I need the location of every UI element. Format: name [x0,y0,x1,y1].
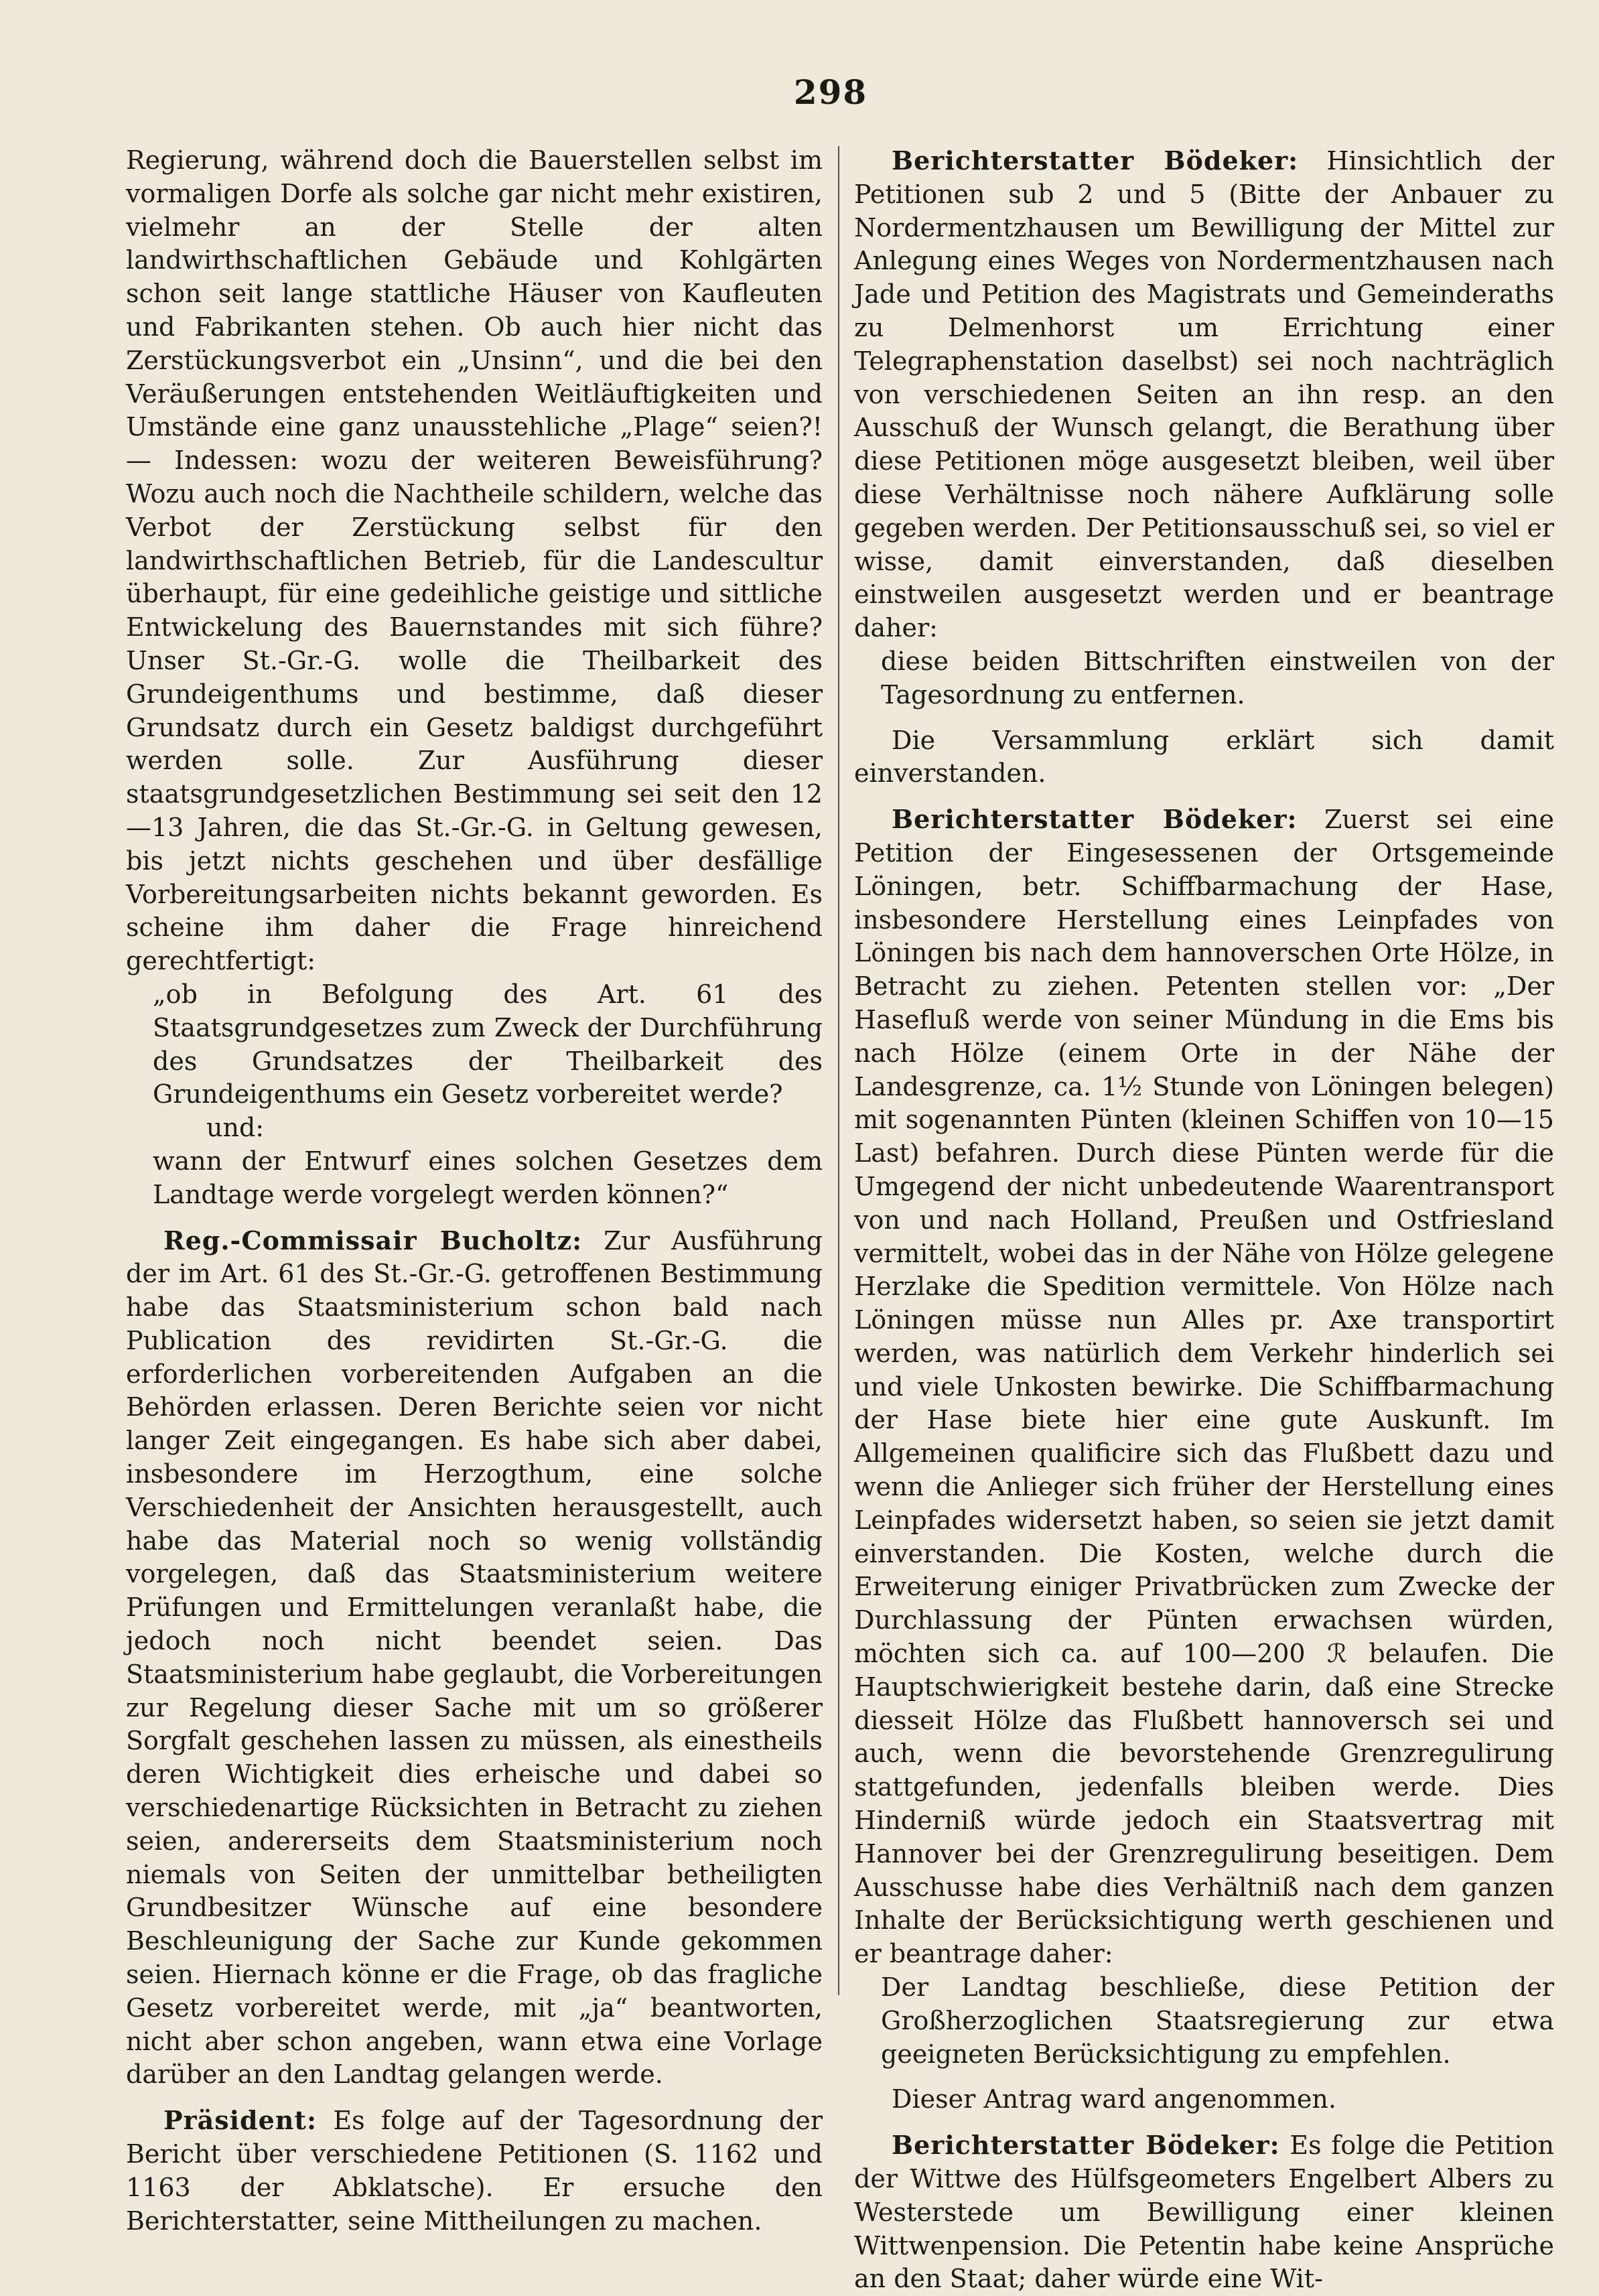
speaker-name: Berichterstatter Bödeker: [892,145,1299,176]
paragraph-text: Regierung, während doch die Bauerstellen selbst im vormaligen Dorfe als solche gar nicht mehr existiren, vielmehr an der Stelle der alten landwirthschaftlichen Gebäude und Kohlgärten schon seit lange stattliche Häuser von Kaufleuten und Fabrikanten stehen. Ob auch hier nicht das Zerstückungsverbot ein „Unsinn“, und die bei den Veräußerungen entstehenden Weitläuftigkeiten und Umstände eine ganz unausstehliche „Plage“ seien?! — Indessen: wozu der weiteren Beweisführung? Wozu auch noch die Nachtheile schildern, welche das Verbot der Zerstückung selbst für den landwirthschaftlichen Betrieb, für die Landescultur überhaupt, für eine gedeihliche geistige und sittliche Entwickelung des Bauernstandes mit sich führe? Unser St.-Gr.-G. wolle die Theilbarkeit des Grundeigenthums und bestimme, daß dieser Grundsatz durch ein Gesetz baldigst durchgeführt werden solle. Zur Ausführung dieser staatsgrundgesetzlichen Bestimmung sei seit den 12—13 Jahren, die das St.-Gr.-G. in Geltung gewesen, bis jetzt nichts geschehen und über desfällige Vorbereitungsarbeiten nichts bekannt geworden. Es scheine ihm daher die Frage hinreichend gerechtfertigt: [126,145,823,976]
paragraph-text: Hinsichtlich der Petitionen sub 2 und 5 (Bitte der Anbauer zu Nordermentzhausen um Bewilligung der Mittel zur Anlegung eines Weges von Nordermentzhausen nach Jade und Petition des Magistrats und Gemeinderaths zu Delmenhorst um Errichtung einer Telegraphenstation daselbst) sei noch nachträglich von verschiedenen Seiten an ihn resp. an den Ausschuß der Wunsch gelangt, die Berathung über diese Petitionen möge ausgesetzt bleiben, weil über diese Verhältnisse noch nähere Aufklärung solle gegeben werden. Der Petitionsausschuß sei, so viel er wisse, damit einverstanden, daß dieselben einstweilen ausgesetzt werden und er beantrage daher: [854,146,1554,643]
paragraph-text: Zur Ausführung der im Art. 61 des St.-Gr.-G. getroffenen Bestimmung habe das Staatsministerium schon bald nach Publication des revidirten St.-Gr.-G. die erforderlichen vorbereitenden Aufgaben an die Behörden erlassen. Deren Berichte seien vor nicht langer Zeit eingegangen. Es habe sich aber dabei, insbesondere im Herzogthum, eine solche Verschiedenheit der Ansichten herausgestellt, auch habe das Material noch so wenig vollständig vorgelegen, daß das Staatsministerium weitere Prüfungen und Ermittelungen veranlaßt habe, die jedoch noch nicht beendet seien. Das Staatsministerium habe geglaubt, die Vorbereitungen zur Regelung dieser Sache mit um so größerer Sorgfalt geschehen lassen zu müssen, als einestheils deren Wichtigkeit dies erheische und dabei so verschiedenartige Rücksichten in Betracht zu ziehen seien, andererseits dem Staatsministerium noch niemals von Seiten der unmittelbar betheiligten Grundbesitzer Wünsche auf eine besondere Beschleunigung der Sache zur Kunde gekommen seien. Hiernach könne er die Frage, ob das fragliche Gesetz vorbereitet werde, mit „ja“ beantworten, nicht aber schon angeben, wann etwa eine Vorlage darüber an den Landtag gelangen werde. [126,1225,823,2090]
paragraph [126,2104,823,2238]
paragraph [881,1971,1554,2071]
paragraph-text: Der Landtag beschließe, diese Petition der Großherzoglichen Staatsregierung zur etwa geeigneten Berücksichtigung zu empfehlen. [881,1972,1554,2069]
paragraph-text: Es folge die Petition der Wittwe des Hülfsgeometers Engelbert Albers zu Westerstede um Bewilligung einer kleinen Wittwenpension. Die Petentin habe keine Ansprüche an den Staat; daher würde eine Wit- [854,2131,1555,2294]
paragraph-text: und: [206,1113,265,1143]
paragraph [854,724,1554,791]
paragraph-text: diese beiden Bittschriften einstweilen von der Tagesordnung zu entfernen. [881,646,1554,710]
paragraph-text: wann der Entwurf eines solchen Gesetzes dem Landtage werde vorgelegt werden können?“ [153,1146,823,1209]
paragraph [153,978,823,1111]
paragraph [126,1224,823,2092]
paragraph [126,144,823,978]
paragraph [854,803,1554,1971]
paragraph-text: Es folge auf der Tagesordnung der Bericht über verschiedene Petitionen (S. 1162 und 1163 der Abklatsche). Er ersuche den Berichterstatter, seine Mittheilungen zu machen. [126,2106,823,2236]
left-column [126,144,823,2236]
speaker-name: Berichterstatter Bödeker: [892,2130,1280,2161]
paragraph-text: Zuerst sei eine Petition der Eingesessenen der Ortsgemeinde Löningen, betr. Schiffbarmachung der Hase, insbesondere Herstellung eines Leinpfades von Löningen bis nach dem hannoverschen Orte Hölze, in Betracht zu ziehen. Petenten stellen vor: „Der Hasefluß werde von seiner Mündung in die Ems bis nach Hölze (einem Orte in der Nähe der Landesgrenze, ca. 1½ Stunde von Löningen belegen) mit sogenannten Pünten (kleinen Schiffen von 10—15 Last) befahren. Durch diese Pünten werde für die Umgegend der nicht unbedeutende Waarentransport von und nach Holland, Preußen und Ostfriesland vermittelt, wobei das in der Nähe von Hölze gelegene Herzlake die Spedition vermittele. Von Hölze nach Löningen müsse nun Alles pr. Axe transportirt werden, was natürlich dem Verkehr hinderlich sei und viele Unkosten bewirke. Die Schiffbarmachung der Hase biete hier eine gute Auskunft. Im Allgemeinen qualificire sich das Flußbett dazu und wenn die Anlieger sich früher der Herstellung eines Leinpfades widersetzt haben, so seien sie jetzt damit einverstanden. Die Kosten, welche durch die Erweiterung einiger Privatbrücken zum Zwecke der Durchlassung der Pünten erwachsen würden, möchten sich ca. auf 100—200 ℛ belaufen. Die Hauptschwierigkeit bestehe darin, daß eine Strecke diesseit Hölze das Flußbett hannoversch sei und auch, wenn die bevorstehende Grenzregulirung stattgefunden, jedenfalls bleiben werde. Dies Hinderniß würde jedoch ein Staatsvertrag mit Hannover bei der Grenzregulirung beseitigen. Dem Ausschusse habe dies Verhältniß nach dem ganzen Inhalte der Berücksichtigung werth geschienen und er beantrage daher: [854,805,1554,1969]
speaker-name: Berichterstatter Bödeker: [892,804,1298,835]
right-column [854,144,1555,2294]
paragraph [126,1111,823,1145]
column-divider [838,146,839,1995]
paragraph [854,144,1554,645]
paragraph [153,1145,823,1212]
paragraph [854,2129,1554,2296]
paragraph-text: Dieser Antrag ward angenommen. [892,2084,1336,2114]
paragraph-text: Die Versammlung erklärt sich damit einverstanden. [854,725,1554,789]
page-number: 298 [793,72,868,112]
paragraph [854,2083,1554,2116]
paragraph [881,645,1554,712]
speaker-name: Präsident: [163,2105,318,2136]
paragraph-text: „ob in Befolgung des Art. 61 des Staatsgrundgesetzes zum Zweck der Durchführung des Grundsatzes der Theilbarkeit des Grundeigenthums ein Gesetz vorbereitet werde? [153,979,823,1109]
speaker-name: Reg.-Commissair Bucholtz: [163,1225,583,1256]
